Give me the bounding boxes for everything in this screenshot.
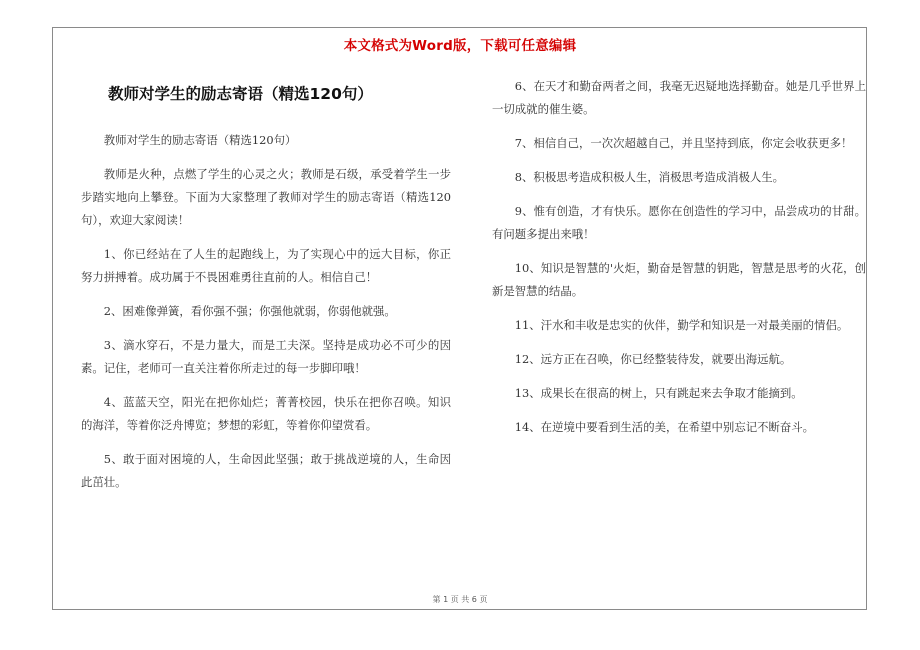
paragraph: 1、你已经站在了人生的起跑线上，为了实现心中的远大目标，你正努力拼搏着。成功属于不畏困难勇往直前的人。相信自己！ [81, 247, 451, 284]
paragraph: 6、在天才和勤奋两者之间，我毫无迟疑地选择勤奋。她是几乎世界上一切成就的催生婆。 [492, 79, 866, 116]
paragraph: 教师是火种，点燃了学生的心灵之火；教师是石级，承受着学生一步步踏实地向上攀登。下面为大家整理了教师对学生的励志寄语（精选120句），欢迎大家阅读！ [81, 167, 451, 227]
right-column [492, 75, 866, 450]
paragraph: 11、汗水和丰收是忠实的伙伴，勤学和知识是一对最美丽的情侣。 [514, 318, 849, 332]
paragraph: 13、成果长在很高的树上，只有跳起来去争取才能摘到。 [514, 386, 803, 400]
left-column [81, 129, 451, 505]
paragraph: 12、远方正在召唤，你已经整装待发，就要出海远航。 [514, 352, 792, 366]
paragraph: 2、困难像弹簧，看你强不强；你强他就弱，你弱他就强。 [103, 304, 396, 318]
paragraph: 14、在逆境中要看到生活的美，在希望中别忘记不断奋斗。 [514, 420, 815, 434]
paragraph: 教师对学生的励志寄语（精选120句） [103, 133, 297, 147]
document-title: 教师对学生的励志寄语（精选120句） [108, 85, 373, 103]
paragraph: 8、积极思考造成积极人生，消极思考造成消极人生。 [514, 170, 785, 184]
word-format-notice: 本文格式为Word版，下载可任意编辑 [343, 38, 577, 54]
paragraph: 5、敢于面对困境的人，生命因此坚强；敢于挑战逆境的人，生命因此茁壮。 [81, 452, 451, 489]
page-number: 第 1 页 共 6 页 [432, 595, 488, 604]
paragraph: 7、相信自己，一次次超越自己，并且坚持到底，你定会收获更多！ [514, 136, 853, 150]
paragraph: 4、蓝蓝天空，阳光在把你灿烂；菁菁校园，快乐在把你召唤。知识的海洋，等着你泛舟博览；梦想的彩虹，等着你仰望赏看。 [81, 395, 451, 432]
paragraph: 3、滴水穿石，不是力量大，而是工夫深。坚持是成功必不可少的因素。记住，老师可一直关注着你所走过的每一步脚印哦！ [81, 338, 451, 375]
paragraph: 10、知识是智慧的'火炬，勤奋是智慧的钥匙，智慧是思考的火花，创新是智慧的结晶。 [492, 261, 866, 298]
paragraph: 9、惟有创造，才有快乐。愿你在创造性的学习中，品尝成功的甘甜。有问题多提出来哦！ [492, 204, 866, 241]
